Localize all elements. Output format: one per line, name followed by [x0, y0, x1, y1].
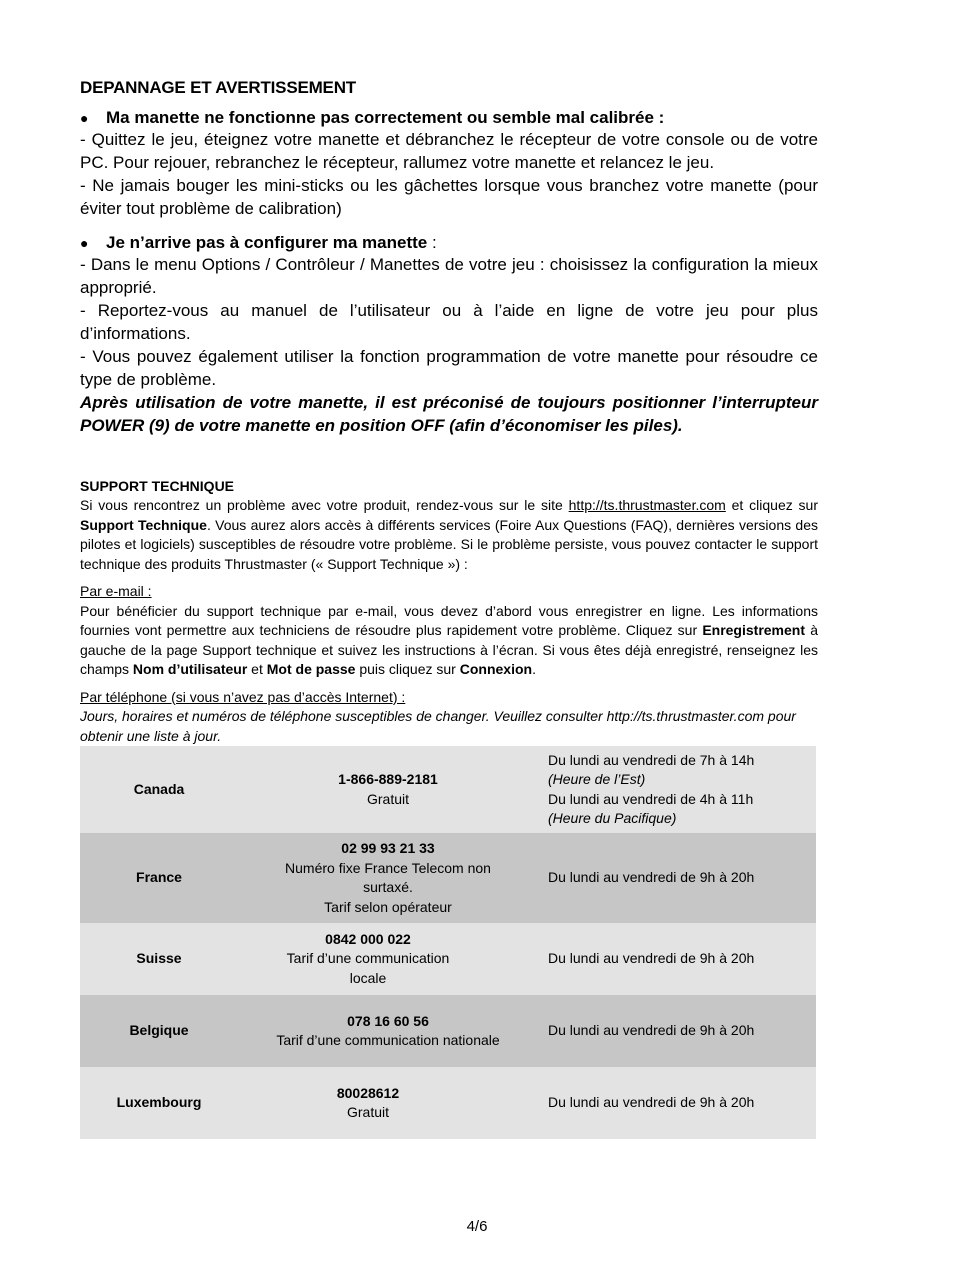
table-row: [80, 995, 816, 1067]
bullet-heading: Je n’arrive pas à configurer ma manette: [106, 233, 428, 252]
country-cell: Luxembourg: [116, 1094, 202, 1111]
hours-cell: Du lundi au vendredi de 9h à 20h: [548, 950, 755, 967]
email-heading: Par e-mail :: [80, 583, 152, 599]
support-link[interactable]: http://ts.thrustmaster.com: [568, 497, 726, 513]
support-title: SUPPORT TECHNIQUE: [80, 478, 235, 494]
bullet-icon: ●: [80, 235, 89, 251]
section-title: DEPANNAGE ET AVERTISSEMENT: [80, 78, 356, 97]
phone-heading: Par téléphone (si vous n’avez pas d’accès Internet) :: [80, 688, 406, 705]
hours-cell: Du lundi au vendredi de 9h à 20h: [548, 1022, 755, 1039]
bullet-heading-suffix: :: [427, 233, 437, 252]
table-row: [80, 746, 816, 833]
country-cell: Canada: [133, 780, 185, 797]
paragraph: - Vous pouvez également utiliser la fonction programmation de votre manette pour résoudre ce type de problème.: [80, 347, 818, 389]
bullet-icon: ●: [80, 110, 89, 126]
country-cell: Suisse: [136, 950, 182, 967]
support-intro: Si vous rencontrez un problème avec votre produit, rendez-vous sur le site http://ts.thrustmaster.com et cliquez sur Support Technique. Vous aurez alors accès à différents services (Foire Aux Questions (FAQ), dernières versions des pilotes et logiciels) susceptibles de résoudre votre problème. Si le problème persiste, vous pouvez contacter le support technique des produits Thrustmaster (« Support Technique ») :: [80, 497, 819, 572]
number-cell: 02 99 93 21 33 Numéro fixe France Telecom non surtaxé. Tarif selon opérateur: [285, 840, 491, 915]
warning-text: Après utilisation de votre manette, il est préconisé de toujours positionner l’interrupteur POWER (9) de votre manette en position OFF (afin d’économiser les piles).: [80, 393, 818, 435]
bullet-item-1: [80, 108, 818, 128]
bullet-item-2: [80, 233, 818, 253]
paragraph: - Dans le menu Options / Contrôleur / Manettes de votre jeu : choisissez la configuration la mieux approprié.: [80, 255, 818, 297]
page-number: 4/6: [466, 1218, 488, 1235]
phone-table: [80, 746, 816, 1139]
bullet-heading: Ma manette ne fonctionne pas correctement ou semble mal calibrée :: [106, 108, 665, 127]
hours-cell: Du lundi au vendredi de 9h à 20h: [548, 1094, 755, 1111]
table-row: [80, 1067, 816, 1139]
document-page: [80, 78, 818, 1139]
hours-cell: Du lundi au vendredi de 7h à 14h (Heure de l’Est) Du lundi au vendredi de 4h à 11h (Heure du Pacifique): [548, 751, 755, 826]
number-cell: 0842 000 022 Tarif d’une communication locale: [286, 930, 450, 986]
hours-cell: Du lundi au vendredi de 9h à 20h: [548, 869, 755, 886]
paragraph: - Quittez le jeu, éteignez votre manette et débranchez le récepteur de votre console ou de votre PC. Pour rejouer, rebranchez le récepteur, rallumez votre manette et relancez le jeu.: [80, 130, 818, 172]
country-cell: France: [136, 869, 182, 886]
phone-note: Jours, horaires et numéros de téléphone susceptibles de changer. Veuillez consulter http://ts.thrustmaster.com pour obtenir une liste à jour.: [80, 708, 796, 744]
paragraph: - Ne jamais bouger les mini-sticks ou les gâchettes lorsque vous branchez votre manette (pour éviter tout problème de calibration): [80, 176, 818, 218]
table-row: [80, 833, 816, 923]
country-cell: Belgique: [129, 1022, 189, 1039]
email-paragraph: Pour bénéficier du support technique par e-mail, vous devez d’abord vous enregistrer en ligne. Les informations fournies vont permettre aux techniciens de résoudre plus rapidement votre problème. Cliquez sur Enregistrement à gauche de la page Support technique et suivez les instructions à l’écran. Si vous êtes déjà enregistré, renseignez les champs Nom d’utilisateur et Mot de passe puis cliquez sur Connexion.: [80, 602, 818, 677]
table-row: [80, 923, 816, 995]
paragraph: - Reportez-vous au manuel de l’utilisateur ou à l’aide en ligne de votre jeu pour plus d’informations.: [80, 301, 818, 343]
number-cell: 80028612 Gratuit: [336, 1084, 400, 1120]
number-cell: 1-866-889-2181 Gratuit: [338, 771, 438, 807]
number-cell: 078 16 60 56 Tarif d’une communication nationale: [276, 1012, 500, 1048]
